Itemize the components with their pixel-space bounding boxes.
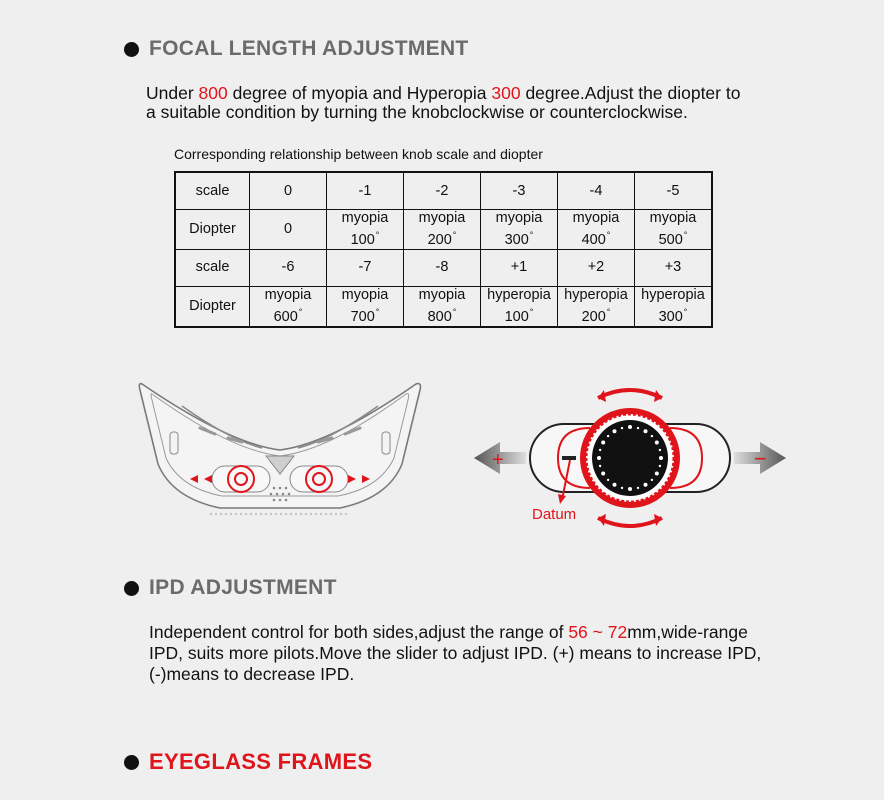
row-label: Diopter bbox=[175, 286, 250, 326]
cell-line-1: myopia bbox=[418, 286, 466, 303]
cell-value: 100 bbox=[504, 308, 529, 325]
ipd-title-text: IPD ADJUSTMENT bbox=[149, 576, 337, 599]
cell-line-2 bbox=[404, 304, 480, 326]
table-caption: Corresponding relationship between knob scale and diopter bbox=[174, 146, 543, 162]
cell-line-1: hyperopia bbox=[487, 286, 551, 303]
section-eyeglass-title bbox=[124, 749, 372, 775]
focal-title-text: FOCAL LENGTH ADJUSTMENT bbox=[149, 37, 469, 60]
table-cell bbox=[558, 172, 635, 210]
knob-tick bbox=[659, 465, 661, 467]
knob-tick bbox=[628, 425, 632, 429]
cell-line-1: -8 bbox=[435, 259, 449, 276]
cell-line-1: +2 bbox=[587, 259, 605, 276]
knob-tick bbox=[599, 449, 601, 451]
highlight-300: 300 bbox=[491, 83, 521, 103]
degree-mark: ° bbox=[452, 230, 457, 240]
degree-mark: ° bbox=[606, 306, 611, 317]
cell-line-1: -1 bbox=[358, 182, 372, 199]
degree-mark: ° bbox=[375, 306, 380, 317]
ipd-line-3: (-)means to decrease IPD. bbox=[149, 664, 355, 684]
table-cell bbox=[404, 249, 481, 286]
cell-line-1: myopia bbox=[572, 210, 620, 226]
cell-line-1: -2 bbox=[435, 182, 449, 199]
cell-line-1: myopia bbox=[264, 286, 312, 303]
cell-value: 300 bbox=[658, 308, 683, 325]
table-cell bbox=[327, 286, 404, 326]
cell-line-2 bbox=[404, 227, 480, 249]
cell-line-1: +1 bbox=[510, 259, 528, 276]
plus-label: + bbox=[492, 449, 504, 471]
degree-mark: ° bbox=[529, 306, 534, 317]
degree-mark: ° bbox=[606, 230, 611, 240]
knob-tick bbox=[651, 479, 653, 481]
knob-tick bbox=[637, 427, 639, 429]
degree-mark: ° bbox=[298, 306, 303, 317]
cell-line-2 bbox=[250, 304, 326, 326]
table-cell bbox=[481, 210, 558, 250]
focal-paragraph bbox=[146, 84, 740, 122]
cell-line-1: 0 bbox=[283, 182, 293, 199]
cell-line-2 bbox=[481, 304, 557, 326]
cell-line-1: -3 bbox=[512, 182, 526, 199]
cell-line-2 bbox=[558, 227, 634, 249]
table-row bbox=[175, 249, 712, 286]
cell-line-2 bbox=[327, 304, 403, 326]
highlight-range: 56 ~ 72 bbox=[568, 622, 628, 642]
degree-mark: ° bbox=[529, 230, 534, 240]
minus-label: − bbox=[754, 446, 767, 471]
bullet-icon bbox=[124, 42, 139, 57]
knob-tick bbox=[597, 456, 601, 460]
focal-line-1 bbox=[146, 84, 740, 103]
text: Under bbox=[146, 83, 199, 103]
knob-tick bbox=[621, 427, 623, 429]
cell-line-1: -7 bbox=[358, 259, 372, 276]
degree-mark: ° bbox=[452, 306, 457, 317]
cell-line-2 bbox=[327, 227, 403, 249]
diopter-table bbox=[174, 171, 713, 328]
table-cell bbox=[250, 249, 327, 286]
cell-value: 100 bbox=[350, 231, 375, 248]
bullet-icon bbox=[124, 755, 139, 770]
knob-tick bbox=[613, 483, 617, 487]
highlight-800: 800 bbox=[198, 83, 228, 103]
knob-tick bbox=[607, 479, 609, 481]
table-cell bbox=[327, 210, 404, 250]
row-label: scale bbox=[175, 172, 250, 210]
table-cell bbox=[635, 249, 713, 286]
knob-tick bbox=[613, 429, 617, 433]
cell-line-1: hyperopia bbox=[564, 286, 628, 303]
knob-tick bbox=[601, 441, 605, 445]
table-cell bbox=[250, 286, 327, 326]
knob-tick bbox=[607, 435, 609, 437]
knob-tick bbox=[655, 441, 659, 445]
table-cell bbox=[327, 249, 404, 286]
cell-line-2 bbox=[481, 227, 557, 249]
degree-mark: ° bbox=[683, 230, 688, 240]
cell-line-1: myopia bbox=[341, 286, 389, 303]
cell-line-2 bbox=[635, 304, 711, 326]
cell-line-1: -4 bbox=[589, 182, 603, 199]
cell-line-1: myopia bbox=[495, 210, 543, 226]
table-cell bbox=[635, 210, 713, 250]
table-cell bbox=[404, 286, 481, 326]
table-cell bbox=[558, 286, 635, 326]
text: Independent control for both sides,adjust the range of bbox=[149, 622, 569, 642]
cell-value: 500 bbox=[658, 231, 683, 248]
knob-tick bbox=[659, 449, 661, 451]
knob-tick bbox=[644, 429, 648, 433]
cell-line-2 bbox=[635, 227, 711, 249]
cell-line-1: myopia bbox=[341, 210, 389, 226]
cell-line-1: hyperopia bbox=[641, 286, 705, 303]
datum-label: Datum bbox=[532, 506, 577, 523]
section-focal-title bbox=[124, 37, 469, 61]
ipd-paragraph bbox=[149, 622, 761, 685]
ipd-line-2: IPD, suits more pilots.Move the slider to adjust IPD. (+) means to increase IPD, bbox=[149, 643, 762, 663]
knob-tick bbox=[628, 487, 632, 491]
cell-line-1: myopia bbox=[418, 210, 466, 226]
cell-line-1: 0 bbox=[283, 220, 293, 237]
table-cell bbox=[327, 172, 404, 210]
cell-line-1: myopia bbox=[649, 210, 697, 226]
cell-line-1: +3 bbox=[664, 259, 682, 276]
eyeglass-title-text: EYEGLASS FRAMES bbox=[149, 749, 373, 774]
knob-tick bbox=[655, 472, 659, 476]
cell-value: 600 bbox=[273, 308, 298, 325]
text: degree.Adjust the diopter to bbox=[520, 83, 741, 103]
cell-line-1: -5 bbox=[666, 182, 680, 199]
focal-line-2: a suitable condition by turning the knobclockwise or counterclockwise. bbox=[146, 102, 688, 122]
table-cell bbox=[558, 210, 635, 250]
knob-tick bbox=[601, 472, 605, 476]
degree-mark: ° bbox=[375, 230, 380, 240]
cell-value: 200 bbox=[581, 308, 606, 325]
knob-tick bbox=[637, 487, 639, 489]
ipd-line-1 bbox=[149, 622, 761, 643]
table-row bbox=[175, 286, 712, 326]
knob-tick bbox=[599, 465, 601, 467]
goggles-illustration bbox=[130, 378, 430, 523]
knob-tick bbox=[659, 456, 663, 460]
table-cell bbox=[635, 286, 713, 326]
table-cell bbox=[481, 172, 558, 210]
row-label: scale bbox=[175, 249, 250, 286]
degree-mark: ° bbox=[683, 306, 688, 317]
table-cell bbox=[404, 210, 481, 250]
table-cell bbox=[250, 172, 327, 210]
text: degree of myopia and Hyperopia bbox=[227, 83, 492, 103]
table-cell bbox=[635, 172, 713, 210]
text: mm,wide-range bbox=[627, 622, 748, 642]
section-ipd-title bbox=[124, 576, 337, 600]
cell-line-2 bbox=[558, 304, 634, 326]
knob-tick bbox=[651, 435, 653, 437]
diopter-knob-diagram bbox=[470, 384, 790, 534]
table-cell bbox=[250, 210, 327, 250]
row-label: Diopter bbox=[175, 210, 250, 250]
table-cell bbox=[481, 249, 558, 286]
table-row bbox=[175, 210, 712, 250]
cell-line-1: -6 bbox=[281, 259, 295, 276]
table-cell bbox=[404, 172, 481, 210]
table-cell bbox=[481, 286, 558, 326]
knob-tick bbox=[644, 483, 648, 487]
bullet-icon bbox=[124, 581, 139, 596]
cell-value: 700 bbox=[350, 308, 375, 325]
cell-value: 300 bbox=[504, 231, 529, 248]
table-cell bbox=[558, 249, 635, 286]
cell-value: 400 bbox=[581, 231, 606, 248]
cell-value: 200 bbox=[427, 231, 452, 248]
table-row bbox=[175, 172, 712, 210]
knob-tick bbox=[621, 487, 623, 489]
cell-value: 800 bbox=[427, 308, 452, 325]
